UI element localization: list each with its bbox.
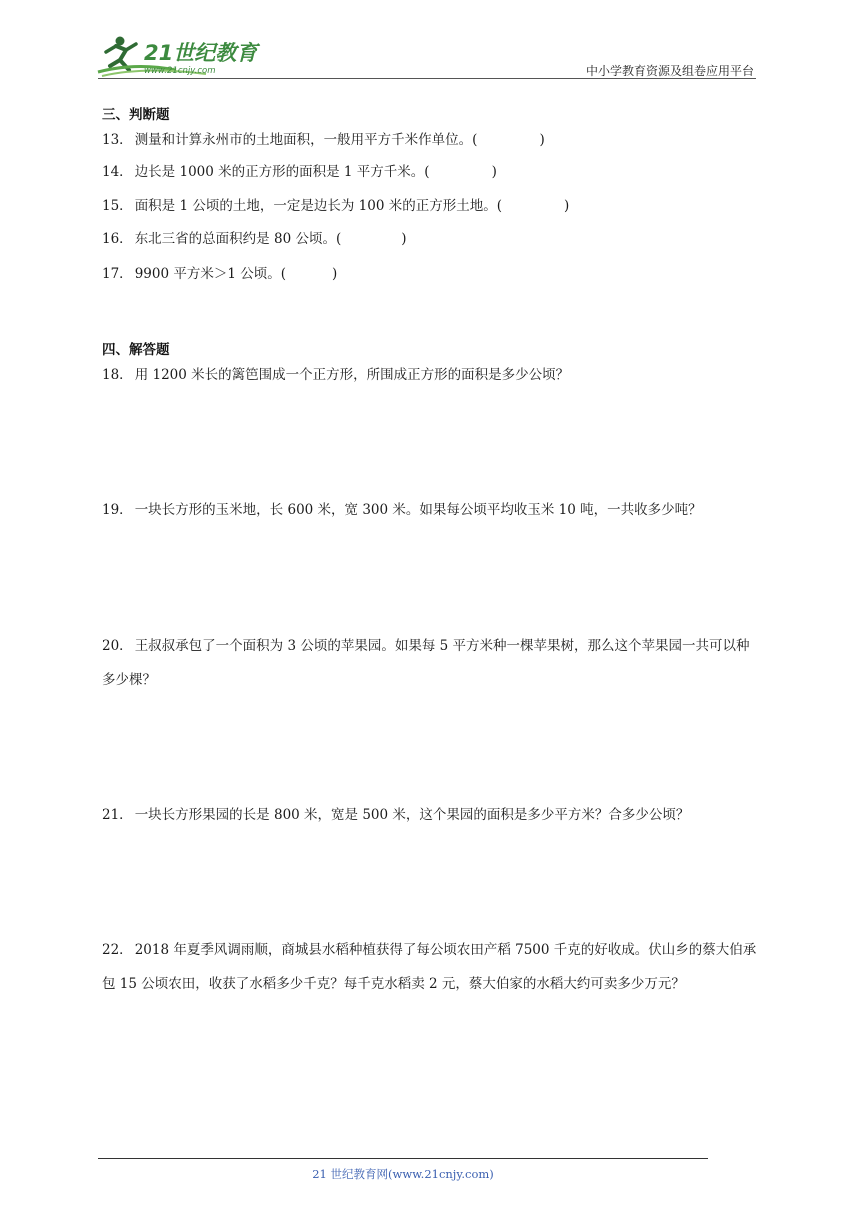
logo-text: 21世纪教育 (144, 41, 258, 65)
footer-divider (98, 1158, 708, 1159)
question-20: 20． 王叔叔承包了一个面积为 3 公顷的苹果园。如果每 5 平方米种一棵苹果树，那么这个苹果园一共可以种多少棵？ (102, 638, 750, 688)
logo-url: www.21cnjy.com (144, 66, 216, 76)
logo-21cnjy (96, 32, 266, 78)
header-divider (98, 78, 756, 79)
question-16: 16． 东北三省的总面积约是 80 公顷。( ) (102, 231, 407, 247)
question-19: 19． 一块长方形的玉米地，长 600 米，宽 300 米。如果每公顷平均收玉米 10 吨，一共收多少吨？ (102, 502, 702, 518)
question-13: 13． 测量和计算永州市的土地面积，一般用平方千米作单位。( ) (102, 132, 545, 148)
question-22: 22． 2018 年夏季风调雨顺，商城县水稻种植获得了每公顷农田产稻 7500 千克的好收成。伏山乡的蔡大伯承包 15 公顷农田，收获了水稻多少千克？每千克水稻卖 2 元，蔡大伯家的水稻大约可卖多少万元？ (102, 942, 757, 992)
question-18: 18． 用 1200 米长的篱笆围成一个正方形，所围成正方形的面积是多少公顷？ (102, 367, 570, 383)
section-title-judgement: 三、判断题 (102, 107, 170, 123)
platform-label: 中小学教育资源及组卷应用平台 (585, 64, 754, 78)
question-14: 14． 边长是 1000 米的正方形的面积是 1 平方千米。( ) (102, 164, 497, 180)
footer-link[interactable]: 21 世纪教育网(www.21cnjy.com) (312, 1167, 494, 1181)
section-title-answer: 四、解答题 (102, 342, 170, 358)
question-21: 21． 一块长方形果园的长是 800 米，宽是 500 米，这个果园的面积是多少平方米？合多少公顷？ (102, 807, 690, 823)
question-17: 17． 9900 平方米＞1 公顷。( ) (102, 266, 338, 282)
question-15: 15． 面积是 1 公顷的土地，一定是边长为 100 米的正方形土地。( ) (102, 198, 570, 214)
